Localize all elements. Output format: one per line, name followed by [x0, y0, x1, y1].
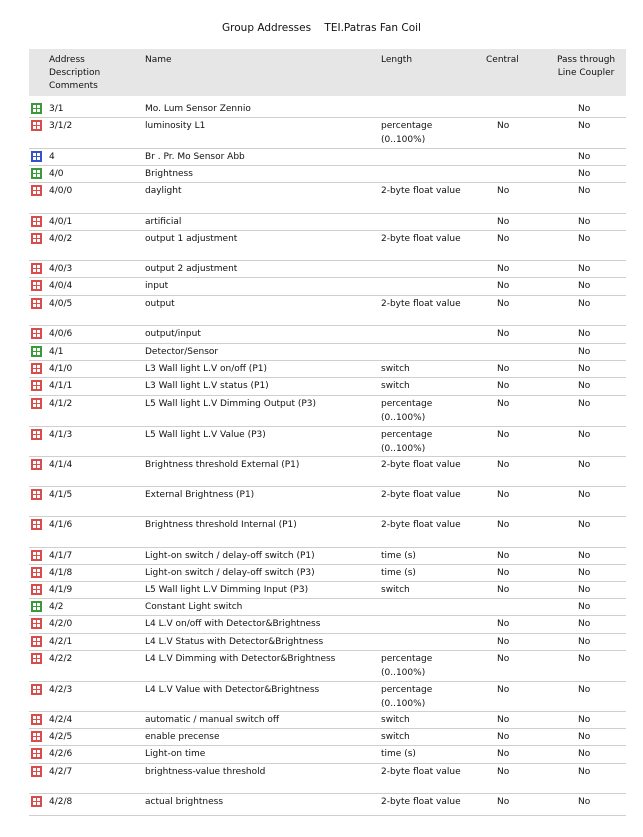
table-row[interactable] [0, 166, 643, 183]
central-cell: No [497, 381, 510, 391]
pass-through-cell: No [578, 749, 591, 759]
central-cell: No [497, 186, 510, 196]
pass-through-cell: No [578, 281, 591, 291]
central-cell: No [497, 460, 510, 470]
pass-through-cell: No [578, 430, 591, 440]
red-group-icon [31, 796, 42, 807]
name-cell: Light-on switch / delay-off switch (P3) [145, 568, 315, 578]
row-divider [29, 815, 626, 816]
table-row[interactable] [0, 361, 643, 378]
page-title [0, 22, 643, 34]
green-group-icon [31, 168, 42, 179]
central-cell: No [497, 490, 510, 500]
pass-through-cell: No [578, 460, 591, 470]
name-cell: L4 L.V Dimming with Detector&Brightness [145, 654, 336, 664]
central-cell: No [497, 430, 510, 440]
table-row[interactable] [0, 682, 643, 712]
name-cell: artificial [145, 217, 182, 227]
pass-through-cell: No [578, 347, 591, 357]
name-cell: L5 Wall light L.V Dimming Output (P3) [145, 399, 317, 409]
red-group-icon [31, 280, 42, 291]
central-cell: No [497, 715, 510, 725]
length-cell: time (s) [381, 749, 416, 759]
red-group-icon [31, 519, 42, 530]
table-row[interactable] [0, 651, 643, 682]
red-group-icon [31, 363, 42, 374]
central-cell: No [497, 299, 510, 309]
table-row[interactable] [0, 487, 643, 517]
central-cell: No [497, 685, 510, 695]
name-cell: output 2 adjustment [145, 264, 238, 274]
central-cell: No [497, 217, 510, 227]
red-group-icon [31, 653, 42, 664]
pass-through-cell: No [578, 637, 591, 647]
title-project: TEI.Patras Fan Coil [324, 22, 421, 34]
central-cell: No [497, 551, 510, 561]
length-cell: percentage (0..100%) [381, 399, 433, 423]
central-cell: No [497, 637, 510, 647]
address-cell: 4/2/7 [49, 767, 73, 777]
name-cell: L3 Wall light L.V on/off (P1) [145, 364, 267, 374]
pass-through-cell: No [578, 767, 591, 777]
pass-through-cell: No [578, 715, 591, 725]
length-cell: 2-byte float value [381, 186, 461, 196]
address-cell: 4/1/7 [49, 551, 73, 561]
name-cell: luminosity L1 [145, 121, 206, 131]
address-cell: 4/2/1 [49, 637, 73, 647]
address-cell: 4/1/8 [49, 568, 73, 578]
red-group-icon [31, 185, 42, 196]
central-cell: No [497, 732, 510, 742]
address-cell: 4/2 [49, 602, 64, 612]
table-row[interactable] [0, 183, 643, 214]
name-cell: Brightness threshold Internal (P1) [145, 520, 297, 530]
length-cell: 2-byte float value [381, 797, 461, 807]
address-cell: 4/1/3 [49, 430, 73, 440]
address-cell: 4/2/3 [49, 685, 73, 695]
name-cell: Br . Pr. Mo Sensor Abb [145, 152, 245, 162]
red-group-icon [31, 398, 42, 409]
name-cell: L4 L.V Value with Detector&Brightness [145, 685, 320, 695]
name-cell: Constant Light switch [145, 602, 243, 612]
green-group-icon [31, 103, 42, 114]
red-group-icon [31, 380, 42, 391]
pass-through-cell: No [578, 152, 591, 162]
table-row[interactable] [0, 746, 643, 764]
address-cell: 4/0/1 [49, 217, 73, 227]
central-cell: No [497, 234, 510, 244]
name-cell: Brightness [145, 169, 193, 179]
blue-group-icon [31, 151, 42, 162]
table-row[interactable] [0, 548, 643, 565]
red-group-icon [31, 567, 42, 578]
table-row[interactable] [0, 326, 643, 344]
address-cell: 4/2/6 [49, 749, 73, 759]
red-group-icon [31, 459, 42, 470]
pass-through-cell: No [578, 602, 591, 612]
table-row[interactable] [0, 794, 643, 816]
table-row[interactable] [0, 764, 643, 794]
green-group-icon [31, 601, 42, 612]
address-cell: 4/0/5 [49, 299, 73, 309]
pass-through-cell: No [578, 585, 591, 595]
name-cell: L4 L.V on/off with Detector&Brightness [145, 619, 321, 629]
length-cell: 2-byte float value [381, 299, 461, 309]
pass-through-cell: No [578, 169, 591, 179]
central-cell: No [497, 121, 510, 131]
red-group-icon [31, 233, 42, 244]
pass-through-cell: No [578, 399, 591, 409]
header-name: Name [145, 55, 172, 65]
table-row[interactable] [0, 729, 643, 746]
red-group-icon [31, 618, 42, 629]
name-cell: Brightness threshold External (P1) [145, 460, 300, 470]
pass-through-cell: No [578, 264, 591, 274]
address-cell: 4/1/2 [49, 399, 73, 409]
length-cell: switch [381, 715, 410, 725]
table-row[interactable] [0, 231, 643, 261]
table-row[interactable] [0, 712, 643, 729]
address-cell: 4/1/5 [49, 490, 73, 500]
central-cell: No [497, 329, 510, 339]
name-cell: Light-on time [145, 749, 206, 759]
table-row[interactable] [0, 616, 643, 634]
central-cell: No [497, 399, 510, 409]
name-cell: output 1 adjustment [145, 234, 238, 244]
name-cell: brightness-value threshold [145, 767, 266, 777]
name-cell: output/input [145, 329, 201, 339]
name-cell: Light-on switch / delay-off switch (P1) [145, 551, 315, 561]
title-group: Group Addresses [222, 22, 312, 34]
table-row[interactable] [0, 457, 643, 487]
length-cell: time (s) [381, 551, 416, 561]
name-cell: automatic / manual switch off [145, 715, 280, 725]
red-group-icon [31, 731, 42, 742]
red-group-icon [31, 489, 42, 500]
name-cell: input [145, 281, 169, 291]
table-row[interactable] [0, 396, 643, 427]
name-cell: L4 L.V Status with Detector&Brightness [145, 637, 324, 647]
length-cell: percentage (0..100%) [381, 654, 433, 678]
name-cell: output [145, 299, 175, 309]
header-length: Length [381, 55, 413, 65]
length-cell: 2-byte float value [381, 460, 461, 470]
address-cell: 4/0/6 [49, 329, 73, 339]
red-group-icon [31, 216, 42, 227]
pass-through-cell: No [578, 490, 591, 500]
table-row[interactable] [0, 599, 643, 616]
pass-through-cell: No [578, 619, 591, 629]
red-group-icon [31, 263, 42, 274]
central-cell: No [497, 767, 510, 777]
address-cell: 4/2/5 [49, 732, 73, 742]
table-row[interactable] [0, 378, 643, 396]
central-cell: No [497, 749, 510, 759]
table-row[interactable] [0, 261, 643, 278]
table-row[interactable] [0, 565, 643, 582]
length-cell: percentage (0..100%) [381, 685, 433, 709]
table-row[interactable] [0, 278, 643, 296]
table-row[interactable] [0, 582, 643, 599]
header-address: Address Description Comments [49, 55, 101, 91]
length-cell: switch [381, 585, 410, 595]
address-cell: 4/1/4 [49, 460, 73, 470]
pass-through-cell: No [578, 732, 591, 742]
name-cell: L5 Wall light L.V Value (P3) [145, 430, 266, 440]
length-cell: switch [381, 381, 410, 391]
name-cell: L5 Wall light L.V Dimming Input (P3) [145, 585, 309, 595]
table-row[interactable] [0, 517, 643, 548]
green-group-icon [31, 346, 42, 357]
length-cell: 2-byte float value [381, 490, 461, 500]
name-cell: L3 Wall light L.V status (P1) [145, 381, 269, 391]
central-cell: No [497, 797, 510, 807]
address-cell: 4 [49, 152, 55, 162]
address-cell: 4/2/4 [49, 715, 73, 725]
length-cell: percentage (0..100%) [381, 121, 433, 145]
pass-through-cell: No [578, 520, 591, 530]
pass-through-cell: No [578, 121, 591, 131]
red-group-icon [31, 298, 42, 309]
address-cell: 4/1/0 [49, 364, 73, 374]
length-cell: 2-byte float value [381, 520, 461, 530]
address-cell: 4/1/6 [49, 520, 73, 530]
red-group-icon [31, 714, 42, 725]
table-row[interactable] [0, 344, 643, 361]
table-row[interactable] [0, 101, 643, 118]
address-cell: 4/2/2 [49, 654, 73, 664]
name-cell: External Brightness (P1) [145, 490, 255, 500]
red-group-icon [31, 550, 42, 561]
table-row[interactable] [0, 634, 643, 651]
pass-through-cell: No [578, 217, 591, 227]
central-cell: No [497, 520, 510, 530]
red-group-icon [31, 636, 42, 647]
pass-through-cell: No [578, 381, 591, 391]
pass-through-cell: No [578, 685, 591, 695]
table-row[interactable] [0, 149, 643, 166]
table-row[interactable] [0, 296, 643, 326]
address-cell: 4/0/2 [49, 234, 73, 244]
pass-through-cell: No [578, 329, 591, 339]
red-group-icon [31, 120, 42, 131]
pass-through-cell: No [578, 299, 591, 309]
red-group-icon [31, 766, 42, 777]
address-cell: 4/1/1 [49, 381, 73, 391]
table-header [29, 49, 626, 96]
name-cell: Mo. Lum Sensor Zennio [145, 104, 251, 114]
length-cell: 2-byte float value [381, 767, 461, 777]
name-cell: daylight [145, 186, 182, 196]
address-cell: 4/0/4 [49, 281, 73, 291]
pass-through-cell: No [578, 234, 591, 244]
address-cell: 3/1 [49, 104, 64, 114]
address-cell: 4/0/0 [49, 186, 73, 196]
red-group-icon [31, 429, 42, 440]
address-cell: 4/2/8 [49, 797, 73, 807]
pass-through-cell: No [578, 364, 591, 374]
address-cell: 4/1 [49, 347, 64, 357]
central-cell: No [497, 264, 510, 274]
address-cell: 4/1/9 [49, 585, 73, 595]
central-cell: No [497, 619, 510, 629]
address-cell: 4/0/3 [49, 264, 73, 274]
central-cell: No [497, 281, 510, 291]
length-cell: time (s) [381, 568, 416, 578]
red-group-icon [31, 684, 42, 695]
red-group-icon [31, 328, 42, 339]
header-pass-through: Pass through Line Coupler [557, 55, 616, 78]
table-row[interactable] [0, 214, 643, 231]
length-cell: switch [381, 364, 410, 374]
length-cell: 2-byte float value [381, 234, 461, 244]
pass-through-cell: No [578, 186, 591, 196]
red-group-icon [31, 584, 42, 595]
length-cell: switch [381, 732, 410, 742]
red-group-icon [31, 748, 42, 759]
length-cell: percentage (0..100%) [381, 430, 433, 454]
header-central: Central [486, 55, 519, 65]
central-cell: No [497, 568, 510, 578]
central-cell: No [497, 654, 510, 664]
pass-through-cell: No [578, 551, 591, 561]
pass-through-cell: No [578, 797, 591, 807]
central-cell: No [497, 585, 510, 595]
pass-through-cell: No [578, 568, 591, 578]
central-cell: No [497, 364, 510, 374]
table-row[interactable] [0, 427, 643, 457]
address-cell: 3/1/2 [49, 121, 73, 131]
name-cell: enable precense [145, 732, 220, 742]
name-cell: Detector/Sensor [145, 347, 219, 357]
pass-through-cell: No [578, 654, 591, 664]
pass-through-cell: No [578, 104, 591, 114]
name-cell: actual brightness [145, 797, 224, 807]
address-cell: 4/0 [49, 169, 64, 179]
address-cell: 4/2/0 [49, 619, 73, 629]
table-row[interactable] [0, 118, 643, 149]
